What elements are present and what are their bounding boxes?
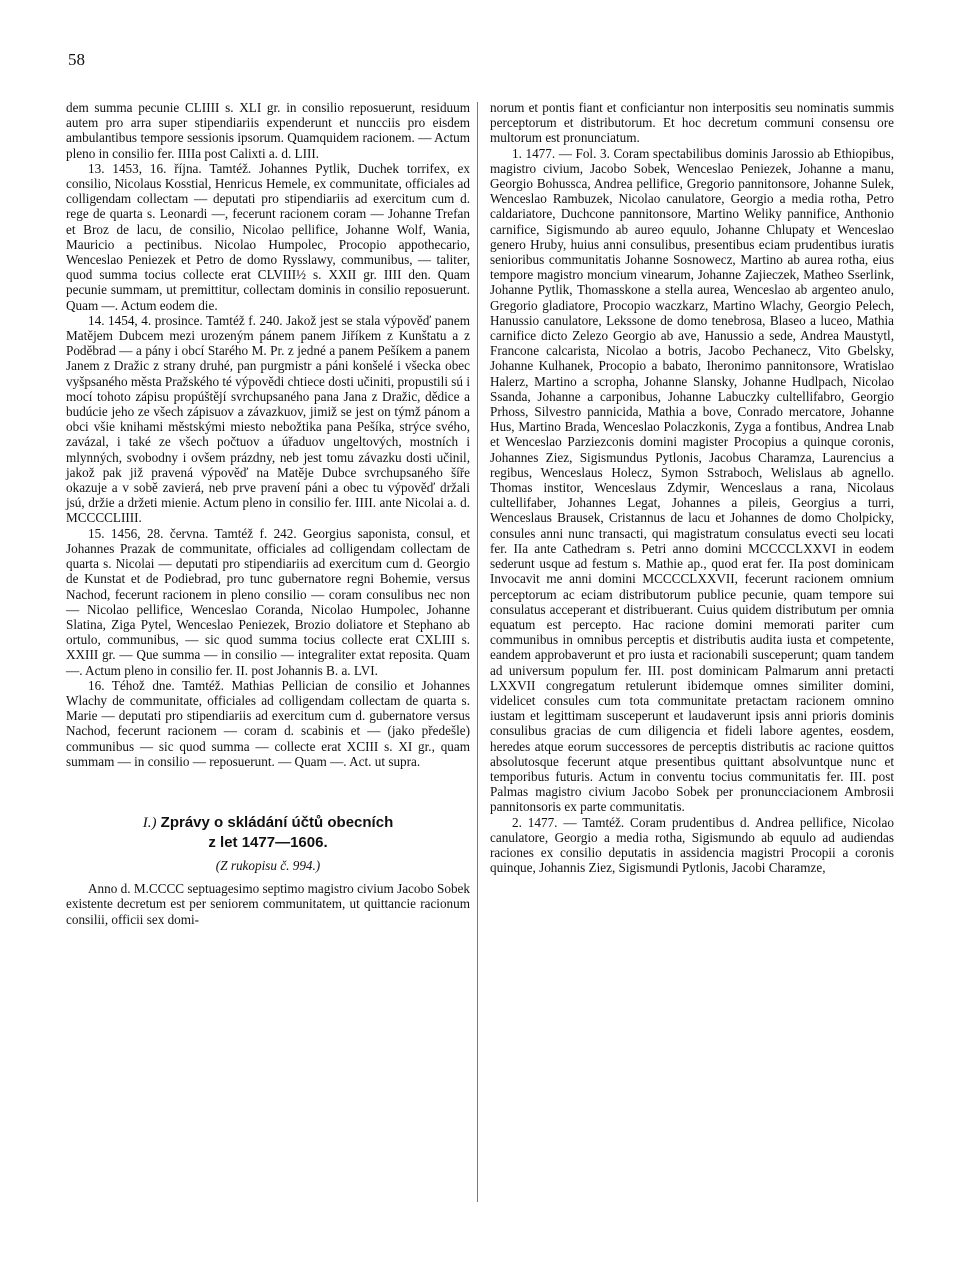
- entry-15: 15. 1456, 28. června. Tamtéž f. 242. Georgius saponista, consul, et Johannes Prazak de communitate, officiales ad colligendam collectam de quarta s. Nicolai — deputati pro stipendiariis ad exercitum cum d. Georgio de Kunstat et de Podiebrad, pro tunc gubernatore regni Bohemie, versus Nachod, fecerunt racionem in pleno consilio — coram consulibus nec non — Nicolao pellifice, Wenceslao Coranda, Nicolao Humpolec, Johanne Slatina, Ziga Pytel, Wenceslao Peniezek, Brozio doliatore et Stephano ab ortulo, communibus, — sic quod summa tocius collecte erat CXLIII s. XXIII gr. — Que summa — in consilio — integraliter extat reposita. Quam —. Actum pleno in consilio fer. II. post Johannis B. a. LVI.: [66, 525, 470, 678]
- page-number: 58: [68, 50, 85, 69]
- paragraph-anno: Anno d. M.CCCC septuagesimo septimo magistro civium Jacobo Sobek existente decretum est per seniorem communitatem, ut quittancie racionum consilii, officii sex domi-: [66, 881, 470, 927]
- entry-2: 2. 1477. — Tamtéž. Coram prudentibus d. Andrea pellifice, Nicolao canulatore, Georgio a media rotha, Sigismundo ab equulo ad audiendas raciones ex consilio deputatis in assidencia magistri Procopii a coronis quinque, Johannis Ziez, Sigismundi Pytlonis, Jacobi Charamze,: [490, 814, 894, 876]
- paragraph-continuation: norum et pontis fiant et conficiantur non interpositis seu nominatis summis perceptorum et distributorum. Et hoc decretum communi consensu ore multorum est pronunciatum.: [490, 100, 894, 146]
- section-source: (Z rukopisu č. 994.): [215, 857, 321, 873]
- section-title: [66, 813, 470, 852]
- entry-1: 1. 1477. — Fol. 3. Coram spectabilibus dominis Jarossio ab Ethiopibus, magistro civium, Jacobo Sobek, Wenceslao Peniezek, Johanne a manu, Georgio Bohussca, Andrea pellifice, Gregorio pannitonsore, Johanne Sulek, Wenceslao Rambuzek, Nicolao canulatore, Georgio a media rotha, Petro caldariatore, Duchcone pannitonsore, Martino Weliky pannifice, Anthonio carnifice, Sigismundo ab aureo equulo, Johanne Chlupaty et Wenceslao genero Hruby, huius anni consulibus, presentibus eciam prudentibus iuratis senioribus communitatis Johanne Sosnowecz, Martino ab aurea rotha, eius tempore magistro moncium vinearum, Johanne Zajieczek, Matheo Sserlink, Johanne Pytlik, Thomasskone a stella aurea, Wenceslao ab argenteo anulo, Gregorio gladiatore, Procopio waczkarz, Martino Wlachy, Georgio Pelech, Hanussio canulatore, Lekssone de domo tenebrosa, Blaseo a luceo, Mathia carnifice dicto Zelezo Georgio ab ave, Hanussio a sede, Andrea Maustytl, Francone calcarista, Nicolao a botris, Jacobo Pechanecz, Vito Gbelsky, Johanne Kulhanek, Procopio a babato, Iheronimo pannitonsore, Wratislao Halerz, Martino a scropha, Johanne Slansky, Johanne Hudlpach, Nicolao Ssanda, Johanne a carponibus, Johanne Labuczky cultellifabro, Georgio Prhoss, Silvestro pannicida, Mathia a bove, Conrado mercatore, Johanne Hus, Martino Brada, Wenceslao Polaczkonis, Zyga a fontibus, Andrea Lnab et Wenceslao Parziezconis domini magister Procopius a quinque coronis, Johannes Ziez, Sigismundus Pytlonis, Jacobus Charamza, Laurencius a regibus, Wenceslaus Holecz, Symon Sstraboch, Welislaus ab agnello. Thomas institor, Wenceslaus Zdymir, Wenceslaus a rana, Nicolaus cultellifaber, Johannes Legat, Johannes a pileis, Georgius a turri, Wenceslaus Brausek, Cristannus de lacu et Johannes de domo Cholpicky, consules anni nunc transacti, qui magistratum consulatus evecti seu locati fer. IIa ante Cathedram s. Petri anno domini MCCCCLXXVI in eodem sederunt usque ad festum s. Mathie ap., quod erat fer. IIa post dominicam Invocavit me anni domini MCCCCLXXVII, fecerunt racionem omnium perceptorum ac eciam distributorum publice pecunie, quam tempore sui consulatus acceperant et distribuerant. Cuius quidem distributum per omnia equatum est percepto. Hac racione domini memorati pariter cum communibus in omnibus perceptis et distributis audita iusta et competente, eandem approbaverunt et pro iusta et racionabili susceperunt; quam tandem ad universum populum fer. III. post dominicam Palmarum anni pretacti LXXVII congregatum retulerunt ibidemque omnes similiter domini, videlicet consules cum tota communitate pretactam racionem omnino iustam et legittimam susceperunt et laudaverunt ipsis anni prioris dominis consulibus gracias de cum diligencia et fideli labore agentes, eosdem, heredes atque eorum successores de perceptis distributis ac racione quittos absolutosque fecerunt atque presentibus quittant absolvuntque nunc et temporibus futuris. Actum in conventu tocius communitatis fer. III. post Palmas magistro civium Jacobo Sobek per pronuncciacionem Ambrosii pannitonsoris ex parte communitatis.: [490, 145, 894, 815]
- entry-16: 16. Téhož dne. Tamtéž. Mathias Pellician de consilio et Johannes Wlachy de communitate, officiales ad colligendam collectam de quarta s. Marie — deputati pro stipendiariis ad exercitum cum d. gubernatore versus Nachod, fecerunt racionem — coram d. scabinis et — (jako předešle) communibus — sic quod summa — collecte erat XCIII s. XI gr., quam summam — in consilio — reposuerunt. — Quam —. Act. ut supra.: [66, 677, 470, 769]
- entry-14: 14. 1454, 4. prosince. Tamtéž f. 240. Jakož jest se stala výpověď panem Matějem Dubcem mezi urozeným pánem panem Jiříkem z Kunštatu a z Poděbrad — a pány i obcí Starého M. Pr. z jedné a panem Pešíkem a panem Janem z Dražic z strany druhé, pan purgmistr a páni konšelé i všecka obec vyšpsaného města Pražského té výpovědi chtiece dosti učiniti, propustili sú i mocí tohoto zápisu propúštějí svrchupsaného pana Jana z Dražic, dědice a budúcie jeho ze všech zápisuov a závazkuov, jimiž se jest on týmž pánom a obci všie knihami městskými miesto nebožtika pana Pešíka, strýce svého, zavázal, i také ze všech počtuov a úřaduov ungeltových, mostních i mlynných, svobodny i ovšem prázdny, neb jest tomu závazku dosti učinil, jakož pak již pravená výpověď na Matěje Dubce svrchupsaného šíře okazuje a v sobě zavierá, neb prve pravení páni a obec tu výpověď držali jsú, držie a držeti mienie. Actum pleno in consilio fer. IIII. ante Nicolai a. d. MCCCCLIIII.: [66, 312, 470, 526]
- entry-13: 13. 1453, 16. října. Tamtéž. Johannes Pytlik, Duchek torrifex, ex consilio, Nicolaus Kosstial, Henricus Hemele, ex communitate, officiales ad colligendam collectam — deputati pro stipendiariis ad exercitum cum d. rege de quarta s. Leonardi —, fecerunt racionem coram — Johanne Trefan et Broz de lacu, de consilio, Nicolao pellifice, Johanne Wolf, Wania, Mauricio a pectinibus. Nicolao Humpolec, Procopio appothecario, Wenceslao Peniezek et Petro de domo Rysslawy, communibus, — taliter, quod summa tocius collecte erat CLVIII½ s. XXII gr. IIII den. Quam pecunie summam, ut premittitur, collectam dominis in consilio reposuerunt. Quam —. Actum eodem die.: [66, 160, 470, 313]
- left-column: [66, 100, 470, 927]
- section-prefix: I.): [142, 814, 157, 831]
- paragraph-intro: dem summa pecunie CLIIII s. XLI gr. in consilio reposuerunt, residuum autem pro arra super stipendiariis expenderunt et nuncciis pro eisdem ambulantibus tempore sessionis ipsorum. Quamquidem racionem. — Actum pleno in consilio fer. IIIIa post Calixti a. d. LIII.: [66, 100, 470, 161]
- section-title-line2: z let 1477—1606.: [208, 833, 328, 851]
- section-title-line1: Zprávy o skládání účtů obecních: [160, 813, 394, 831]
- column-divider: [477, 102, 478, 1202]
- right-column: [490, 100, 894, 875]
